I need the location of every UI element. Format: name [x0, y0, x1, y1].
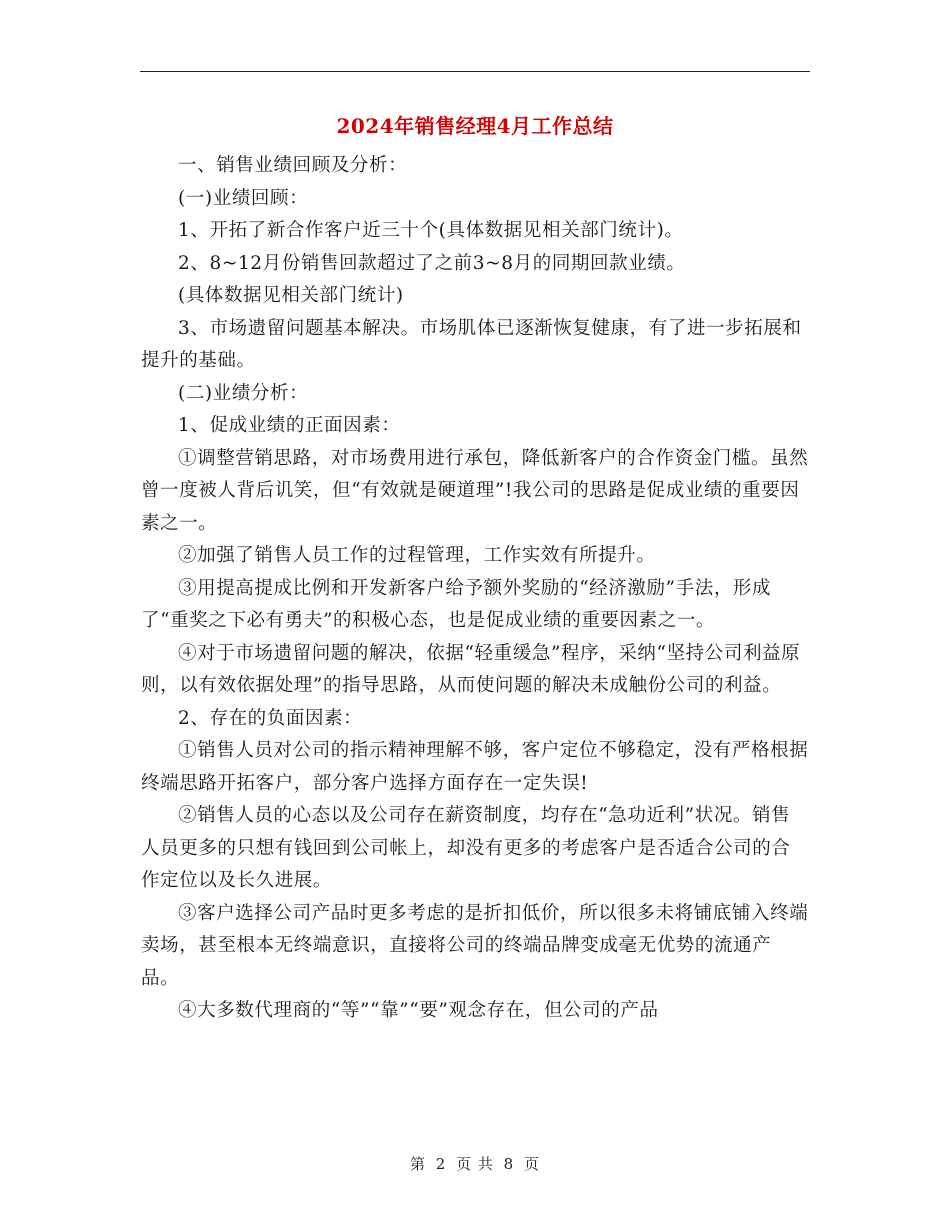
paragraph: 3、市场遗留问题基本解决。市场肌体已逐渐恢复健康，有了进一步拓展和提升的基础。: [141, 317, 802, 371]
header-rule: [140, 71, 810, 72]
footer-prefix: 第: [409, 1155, 426, 1173]
footer-suffix: 页: [524, 1155, 541, 1173]
paragraph: ④大多数代理商的“等”“靠”“要”观念存在，但公司的产品: [178, 1000, 659, 1021]
paragraph: 1、开拓了新合作客户近三十个(具体数据见相关部门统计)。: [178, 220, 684, 241]
document-title: 2024年销售经理4月工作总结: [336, 114, 614, 138]
paragraph: 2、8~12月份销售回款超过了之前3~8月的同期回款业绩。: [178, 252, 686, 274]
paragraph: 一、销售业绩回顾及分析：: [178, 155, 408, 176]
paragraph: ②加强了销售人员工作的过程管理，工作实效有所提升。: [178, 545, 656, 566]
footer-page-number: 2: [435, 1155, 447, 1173]
document-body: [141, 150, 809, 1028]
paragraph: 2、存在的负面因素：: [178, 707, 363, 729]
footer-middle: 页 共: [456, 1155, 494, 1173]
paragraph: ①调整营销思路，对市场费用进行承包，降低新客户的合作资金门槛。虽然曾一度被人背后讥笑，但“有效就是硬道理”!我公司的思路是促成业绩的重要因素之一。: [141, 447, 809, 534]
footer-total-pages: 8: [503, 1155, 515, 1173]
paragraph: ③用提高提成比例和开发新客户给予额外奖励的“经济激励”手法，形成了“重奖之下必有勇夫”的积极心态，也是促成业绩的重要因素之一。: [141, 577, 772, 631]
paragraph: ②销售人员的心态以及公司存在薪资制度，均存在“急功近利”状况。销售人员更多的只想有钱回到公司帐上，却没有更多的考虑客户是否适合公司的合作定位以及长久进展。: [141, 805, 791, 891]
paragraph: ③客户选择公司产品时更多考虑的是折扣低价，所以很多未将铺底铺入终端卖场，甚至根本无终端意识，直接将公司的终端品牌变成毫无优势的流通产品。: [141, 902, 809, 989]
page-footer: [140, 1153, 810, 1174]
paragraph: (具体数据见相关部门统计): [178, 285, 404, 306]
paragraph: 1、促成业绩的正面因素：: [178, 415, 401, 436]
paragraph: (二)业绩分析：: [178, 382, 309, 404]
paragraph: ①销售人员对公司的指示精神理解不够，客户定位不够稳定，没有严格根据终端思路开拓客户，部分客户选择方面存在一定失误!: [141, 740, 809, 794]
paragraph: (一)业绩回顾：: [178, 187, 309, 209]
paragraph: ④对于市场遗留问题的解决，依据“轻重缓急”程序，采纳“坚持公司利益原则，以有效依据处理”的指导思路，从而使问题的解决未成触份公司的利益。: [141, 642, 801, 696]
